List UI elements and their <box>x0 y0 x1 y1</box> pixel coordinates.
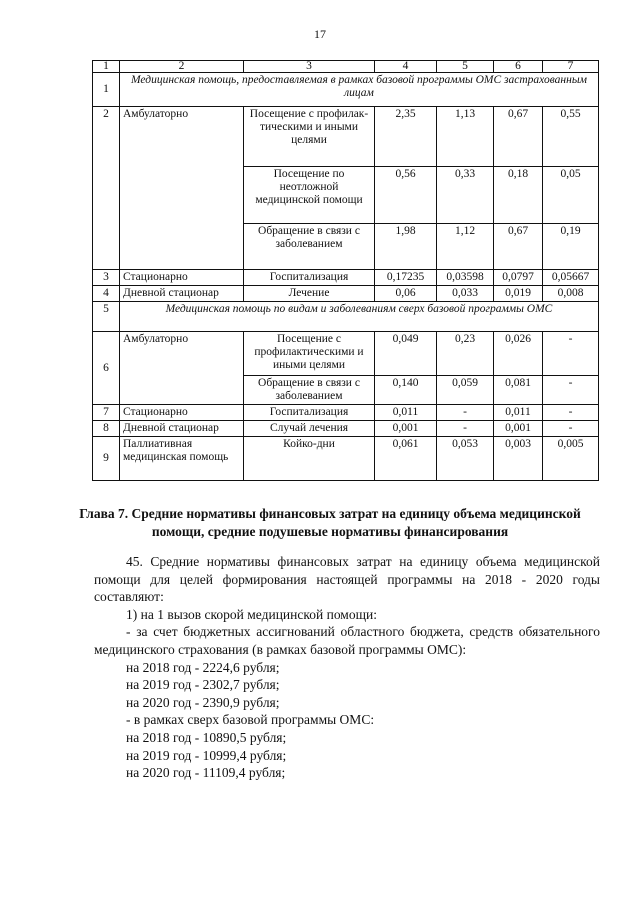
unit-cell: Лечение <box>244 286 375 302</box>
table-header-row <box>93 61 599 73</box>
header-cell: 2 <box>120 61 244 73</box>
page-number: 17 <box>314 27 326 41</box>
value-cell: 0,67 <box>494 224 543 270</box>
unit-cell: Обращение в связи с заболеванием <box>244 376 375 405</box>
value-cell: 0,003 <box>494 437 543 481</box>
value-cell: 0,019 <box>494 286 543 302</box>
value-cell: 0,55 <box>543 107 599 167</box>
header-cell: 3 <box>244 61 375 73</box>
value-cell: 0,23 <box>437 332 494 376</box>
value-cell: - <box>543 376 599 405</box>
unit-cell: Случай лечения <box>244 421 375 437</box>
value-cell: 0,19 <box>543 224 599 270</box>
value-cell: 0,081 <box>494 376 543 405</box>
header-cell: 6 <box>494 61 543 73</box>
care-type: Амбулаторно <box>120 332 244 405</box>
value-cell: 0,17235 <box>375 270 437 286</box>
header-cell: 4 <box>375 61 437 73</box>
value-cell: 0,026 <box>494 332 543 376</box>
table-row <box>93 302 599 332</box>
value-cell: 0,03598 <box>437 270 494 286</box>
table-row <box>93 405 599 421</box>
value-cell: 0,061 <box>375 437 437 481</box>
header-cell: 5 <box>437 61 494 73</box>
value-cell: 0,008 <box>543 286 599 302</box>
row-number: 8 <box>93 421 120 437</box>
value-cell: 0,059 <box>437 376 494 405</box>
normatives-table <box>92 60 599 481</box>
row-number: 6 <box>93 332 120 405</box>
care-type: Стационарно <box>120 405 244 421</box>
care-type: Паллиативная медицинская помощь <box>120 437 244 481</box>
unit-cell: Госпитализация <box>244 405 375 421</box>
unit-cell: Посещение по неотложной медицинской помощи <box>244 167 375 224</box>
value-cell: 0,06 <box>375 286 437 302</box>
value-cell: 0,56 <box>375 167 437 224</box>
value-cell: 0,049 <box>375 332 437 376</box>
value-cell: 0,05 <box>543 167 599 224</box>
value-cell: 0,033 <box>437 286 494 302</box>
table-row <box>93 421 599 437</box>
row-number: 5 <box>93 302 120 332</box>
value-cell: 0,005 <box>543 437 599 481</box>
value-cell: - <box>543 405 599 421</box>
value-cell: 0,011 <box>494 405 543 421</box>
paragraph-45: 45. Средние нормативы финансовых затрат на единицу объема медицинской помощи для целей формирования настоящей программы на 2018 - 2020 годы составляют: <box>94 554 600 605</box>
value-cell: 0,140 <box>375 376 437 405</box>
section-title: Медицинская помощь, предоставляемая в рамках базовой программы ОМС застрахованным лицам <box>120 73 599 107</box>
value-cell: 2,35 <box>375 107 437 167</box>
unit-cell: Посещение с профилак-тическими и иными целями <box>244 107 375 167</box>
value-cell: - <box>437 421 494 437</box>
table-row <box>93 332 599 376</box>
chapter-heading: Глава 7. Средние нормативы финансовых затрат на единицу объема медицинской помощи, средние подушевые нормативы финансирования <box>79 506 581 539</box>
item-1: 1) на 1 вызов скорой медицинской помощи: <box>126 606 377 622</box>
dash-item: - за счет бюджетных ассигнований областного бюджета, средств обязательного медицинского страхования (в рамках базовой программы ОМС): <box>94 624 600 657</box>
dash-item: - в рамках сверх базовой программы ОМС: <box>126 712 375 728</box>
value-cell: 0,001 <box>494 421 543 437</box>
row-number: 4 <box>93 286 120 302</box>
table-row <box>93 437 599 481</box>
year-line: на 2018 год - 10890,5 рубля; <box>126 729 287 745</box>
value-cell: - <box>437 405 494 421</box>
value-cell: 0,001 <box>375 421 437 437</box>
value-cell: 0,053 <box>437 437 494 481</box>
unit-cell: Посещение с профилактическими и иными целями <box>244 332 375 376</box>
table-row <box>93 107 599 167</box>
value-cell: - <box>543 332 599 376</box>
row-number: 3 <box>93 270 120 286</box>
value-cell: 0,67 <box>494 107 543 167</box>
row-number: 7 <box>93 405 120 421</box>
care-type: Стационарно <box>120 270 244 286</box>
table-row <box>93 73 599 107</box>
unit-cell: Госпитализация <box>244 270 375 286</box>
row-number: 1 <box>93 73 120 107</box>
value-cell: 0,0797 <box>494 270 543 286</box>
care-type: Дневной стационар <box>120 286 244 302</box>
year-line: на 2020 год - 11109,4 рубля; <box>126 765 286 781</box>
table-row <box>93 270 599 286</box>
section-title: Медицинская помощь по видам и заболеваниям сверх базовой программы ОМС <box>120 302 599 332</box>
value-cell: 1,12 <box>437 224 494 270</box>
year-line: на 2020 год - 2390,9 рубля; <box>126 694 280 710</box>
unit-cell: Обращение в связи с заболеванием <box>244 224 375 270</box>
value-cell: 1,98 <box>375 224 437 270</box>
year-line: на 2018 год - 2224,6 рубля; <box>126 659 280 675</box>
value-cell: 0,33 <box>437 167 494 224</box>
year-line: на 2019 год - 2302,7 рубля; <box>126 677 280 693</box>
care-type: Дневной стационар <box>120 421 244 437</box>
header-cell: 7 <box>543 61 599 73</box>
year-line: на 2019 год - 10999,4 рубля; <box>126 747 287 763</box>
body-text <box>94 553 600 782</box>
row-number: 9 <box>93 437 120 481</box>
table-row <box>93 286 599 302</box>
header-cell: 1 <box>93 61 120 73</box>
row-number: 2 <box>93 107 120 270</box>
value-cell: 0,011 <box>375 405 437 421</box>
value-cell: 0,18 <box>494 167 543 224</box>
value-cell: 0,05667 <box>543 270 599 286</box>
care-type: Амбулаторно <box>120 107 244 270</box>
value-cell: - <box>543 421 599 437</box>
value-cell: 1,13 <box>437 107 494 167</box>
unit-cell: Койко-дни <box>244 437 375 481</box>
